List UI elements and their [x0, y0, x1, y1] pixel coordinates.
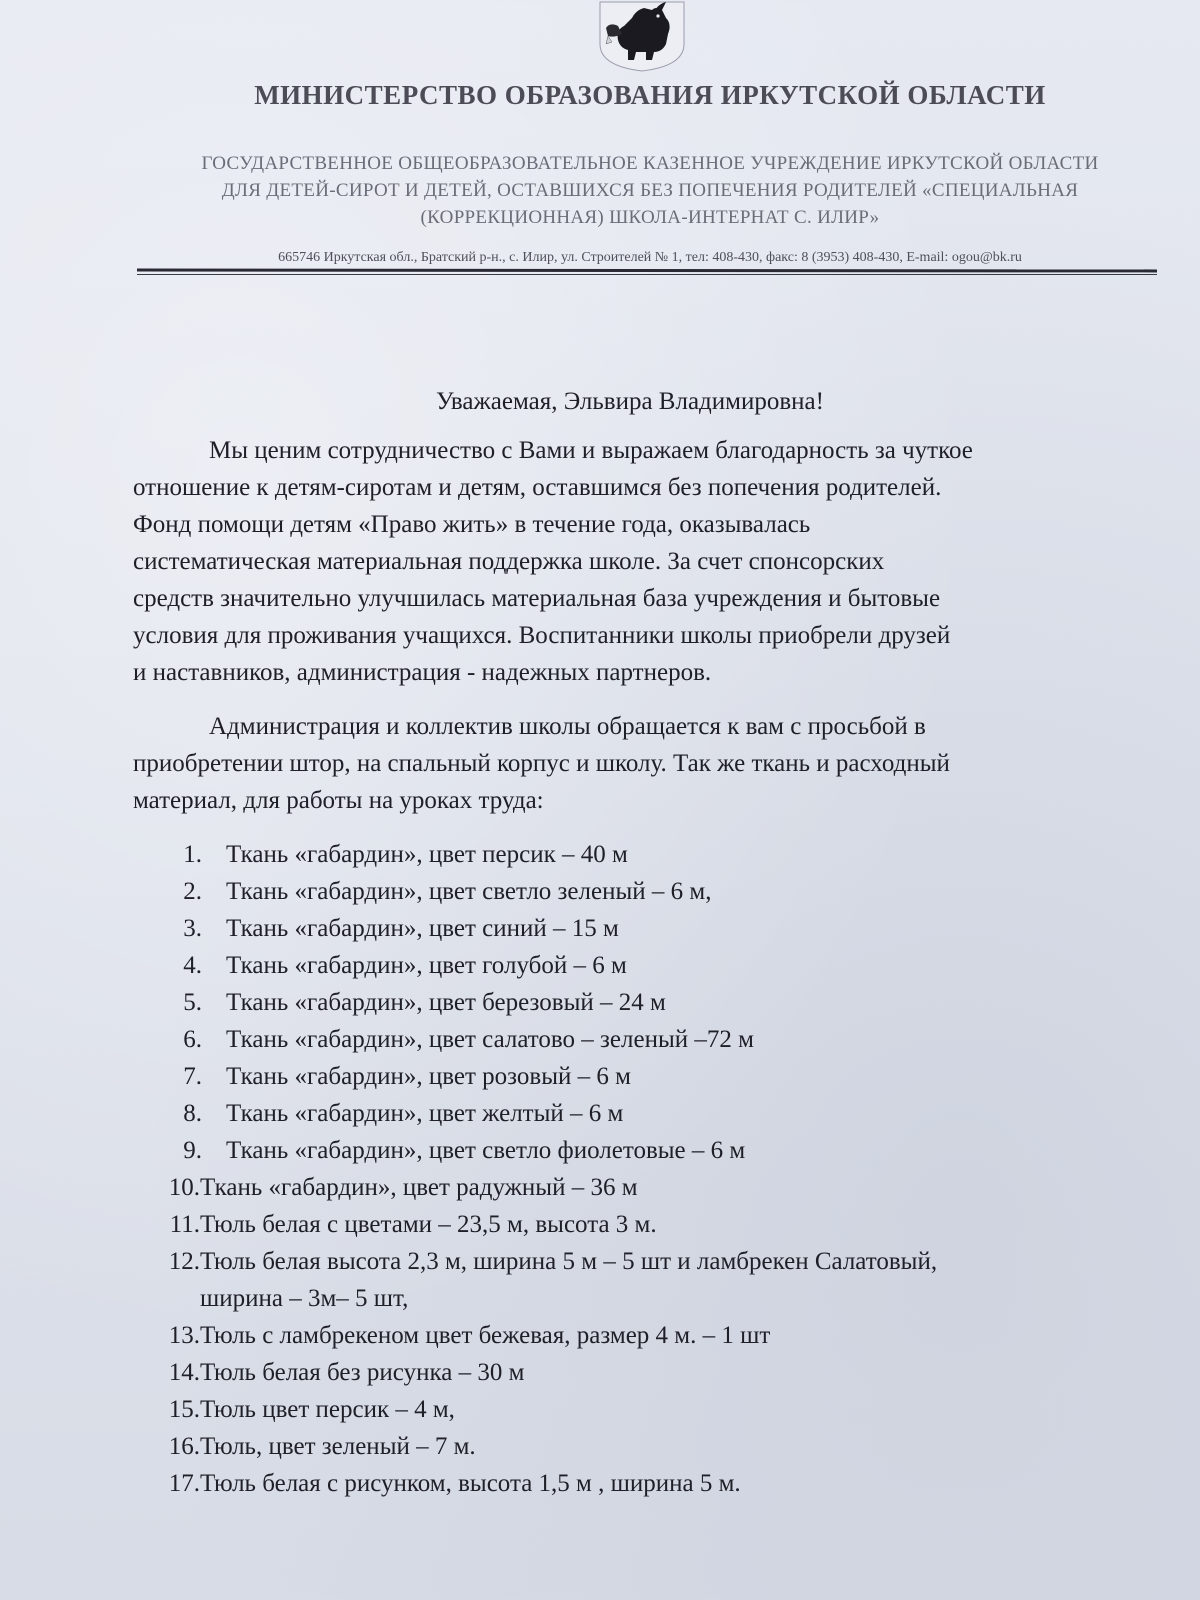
list-item — [160, 1317, 1160, 1354]
list-item — [160, 1132, 1160, 1169]
header-divider-thick — [137, 269, 1157, 273]
coat-of-arms-icon — [596, 0, 688, 72]
list-item-number: 11. — [169, 1211, 200, 1238]
list-item-text: Тюль белая высота 2,3 м, ширина 5 м – 5 шт и ламбрекен Салатовый, — [200, 1248, 938, 1275]
list-item — [160, 1465, 1160, 1502]
paragraph-line: Администрация и коллектив школы обращается к вам с просьбой в — [209, 713, 926, 740]
list-item — [160, 1391, 1160, 1428]
list-item-number: 1. — [183, 841, 202, 868]
ministry-title: МИНИСТЕРСТВО ОБРАЗОВАНИЯ ИРКУТСКОЙ ОБЛАСТИ — [254, 80, 1046, 110]
list-item-text: Тюль белая без рисунка – 30 м — [200, 1359, 525, 1386]
paragraph-line: приобретении штор, на спальный корпус и школу. Так же ткань и расходный — [133, 750, 950, 777]
list-item — [160, 1354, 1160, 1391]
list-item — [160, 1169, 1160, 1206]
list-item-number: 13. — [168, 1322, 200, 1349]
list-item-text: Ткань «габардин», цвет светло зеленый – 6 м, — [226, 878, 712, 905]
list-item-number: 10. — [168, 1174, 200, 1201]
list-item — [160, 836, 1160, 873]
paragraph-line: условия для проживания учащихся. Воспитанники школы приобрели друзей — [133, 622, 951, 649]
list-item — [160, 1206, 1160, 1243]
list-item-text: Ткань «габардин», цвет персик – 40 м — [226, 841, 628, 868]
address-line: 665746 Иркутская обл., Братский р-н., с. Илир, ул. Строителей № 1, тел: 408-430, факс: 8 (3953) 408-430, E-mail: ogou@bk.ru — [278, 250, 1022, 265]
list-item-text: Тюль, цвет зеленый – 7 м. — [200, 1433, 476, 1460]
materials-list — [160, 836, 1160, 1502]
paragraph-line: систематическая материальная поддержка школе. За счет спонсорских — [133, 548, 885, 575]
institution-line: ДЛЯ ДЕТЕЙ-СИРОТ И ДЕТЕЙ, ОСТАВШИХСЯ БЕЗ ПОПЕЧЕНИЯ РОДИТЕЛЕЙ «СПЕЦИАЛЬНАЯ — [221, 180, 1079, 201]
list-item-number: 12. — [168, 1248, 200, 1275]
paragraph-request — [133, 708, 1143, 819]
list-item-text: Ткань «габардин», цвет радужный – 36 м — [200, 1174, 638, 1201]
list-item-number: 5. — [183, 989, 202, 1016]
paragraph-line: материал, для работы на уроках труда: — [133, 787, 544, 814]
list-item-text: Тюль белая с цветами – 23,5 м, высота 3 м. — [200, 1211, 657, 1238]
list-item-number: 2. — [183, 878, 202, 905]
list-item-text: Ткань «габардин», цвет салатово – зеленый –72 м — [226, 1026, 754, 1053]
paragraph-line: и наставников, администрация - надежных партнеров. — [133, 659, 712, 686]
list-item — [160, 947, 1160, 984]
paragraph-gratitude — [133, 432, 1143, 691]
list-item-text: Тюль белая с рисунком, высота 1,5 м , ширина 5 м. — [200, 1470, 741, 1497]
list-item-number: 3. — [183, 915, 202, 942]
list-item-number: 16. — [168, 1433, 200, 1460]
list-item-number: 7. — [183, 1063, 202, 1090]
list-item-number: 9. — [183, 1137, 202, 1164]
paragraph-line: Фонд помощи детям «Право жить» в течение года, оказывалась — [133, 511, 811, 538]
list-item-text: Ткань «габардин», цвет светло фиолетовые – 6 м — [226, 1137, 746, 1164]
list-item — [160, 1021, 1160, 1058]
paragraph-line: средств значительно улучшилась материальная база учреждения и бытовые — [133, 585, 941, 612]
list-item — [160, 1428, 1160, 1465]
list-item-number: 17. — [168, 1470, 200, 1497]
list-item — [160, 984, 1160, 1021]
header-divider-thin — [137, 274, 1157, 275]
list-item-number: 6. — [183, 1026, 202, 1053]
institution-name — [120, 150, 1180, 231]
list-item-text: Тюль цвет персик – 4 м, — [200, 1396, 455, 1423]
greeting: Уважаемая, Эльвира Владимировна! — [436, 388, 824, 415]
list-item-continuation: ширина – 3м– 5 шт, — [200, 1285, 409, 1312]
list-item — [160, 1095, 1160, 1132]
list-item-number: 8. — [183, 1100, 202, 1127]
list-item-number: 4. — [183, 952, 202, 979]
paragraph-line: отношение к детям-сиротам и детям, оставшимся без попечения родителей. — [133, 474, 942, 501]
list-item-number: 15. — [168, 1396, 200, 1423]
list-item-text: Ткань «габардин», цвет желтый – 6 м — [226, 1100, 624, 1127]
list-item — [160, 910, 1160, 947]
list-item — [160, 1243, 1160, 1280]
list-item — [160, 1058, 1160, 1095]
list-item-text: Ткань «габардин», цвет синий – 15 м — [226, 915, 619, 942]
list-item-text: Ткань «габардин», цвет голубой – 6 м — [226, 952, 627, 979]
list-item-text: Ткань «габардин», цвет березовый – 24 м — [226, 989, 666, 1016]
institution-line: (КОРРЕКЦИОННАЯ) ШКОЛА-ИНТЕРНАТ С. ИЛИР» — [420, 207, 880, 228]
list-item-number: 14. — [168, 1359, 200, 1386]
institution-line: ГОСУДАРСТВЕННОЕ ОБЩЕОБРАЗОВАТЕЛЬНОЕ КАЗЕННОЕ УЧРЕЖДЕНИЕ ИРКУТСКОЙ ОБЛАСТИ — [201, 153, 1099, 174]
list-item-text: Ткань «габардин», цвет розовый – 6 м — [226, 1063, 631, 1090]
list-item-text: Тюль с ламбрекеном цвет бежевая, размер 4 м. – 1 шт — [200, 1322, 771, 1349]
paragraph-line: Мы ценим сотрудничество с Вами и выражаем благодарность за чуткое — [209, 437, 973, 464]
list-item — [160, 873, 1160, 910]
